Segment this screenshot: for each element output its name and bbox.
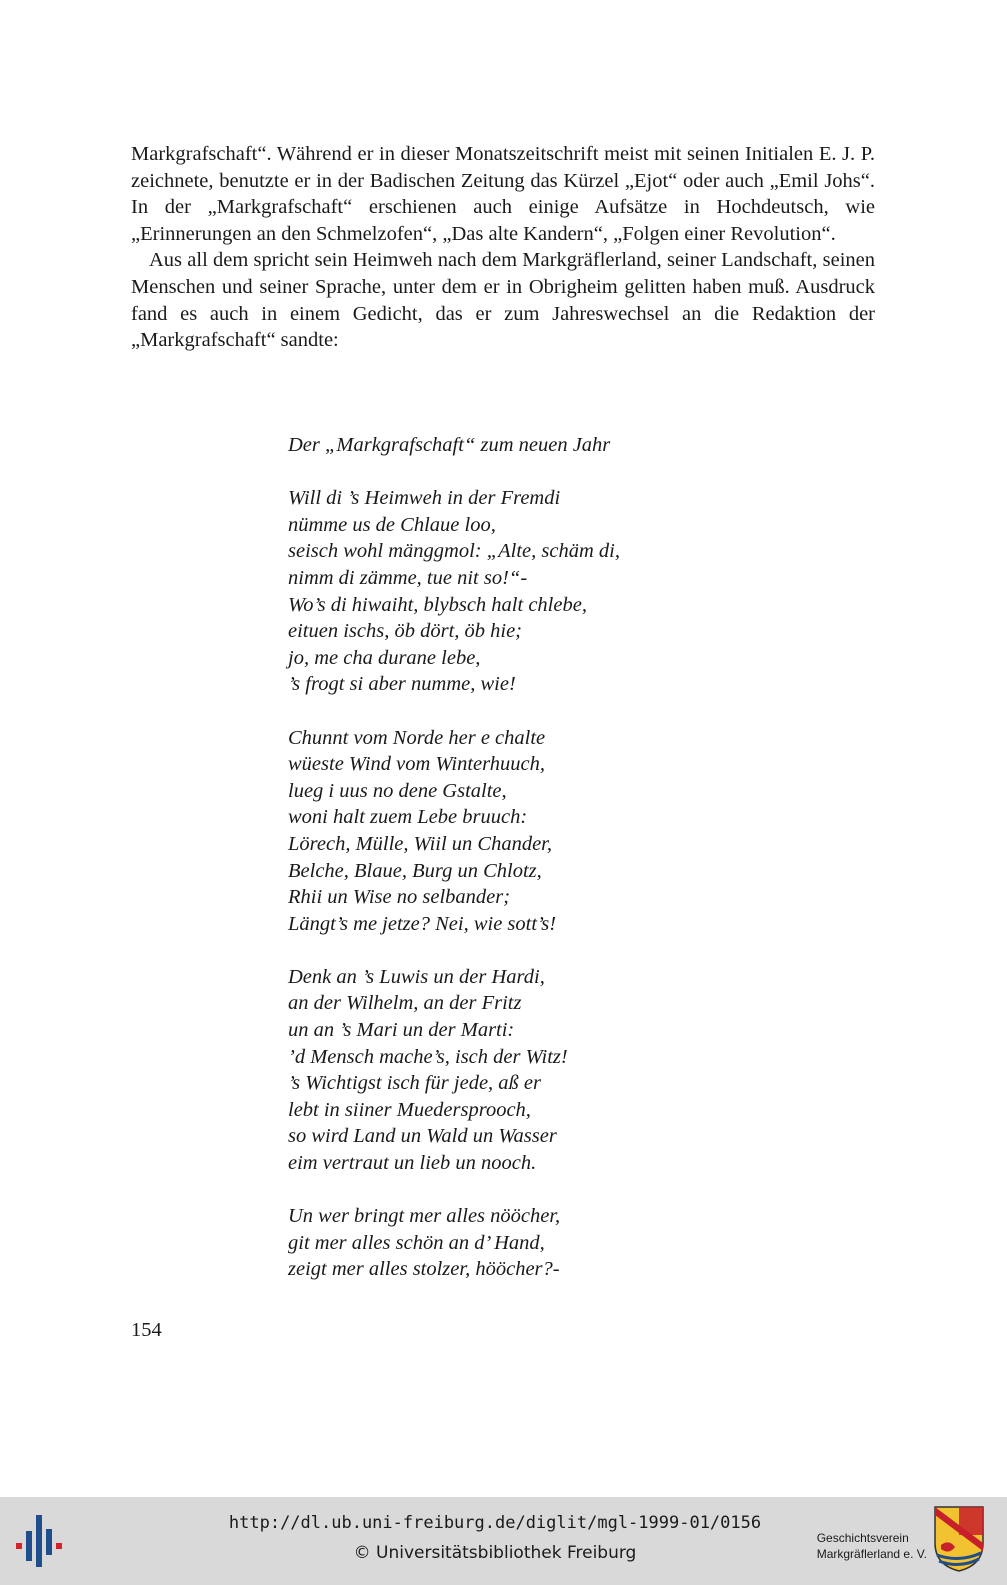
- poem-stanza-4: [288, 1203, 708, 1283]
- copyright-text: © Universitätsbibliothek Freiburg: [353, 1543, 637, 1563]
- coat-of-arms-icon: [933, 1505, 985, 1573]
- poem-line: jo, me cha durane lebe,: [288, 646, 481, 669]
- poem-line: wüeste Wind vom Winterhuuch,: [288, 753, 545, 776]
- poem-line: Belche, Blaue, Burg un Chlotz,: [288, 859, 542, 882]
- poem: [288, 432, 708, 1310]
- paragraph-1: Markgrafschaft“. Während er in dieser Monatszeitschrift meist mit seinen Initialen E. J. P. zeichnete, benutzte er in der Badischen Zeitung das Kürzel „Ejot“ oder auch „Emil Johs“. In der „Markgrafschaft“ erschienen auch einige Aufsätze in Hochdeutsch, wie „Erinnerungen an den Schmelzofen“, „Das alte Kandern“, „Folgen einer Revolution“.: [131, 143, 875, 245]
- poem-line: ’d Mensch mache’s, isch der Witz!: [288, 1045, 568, 1068]
- poem-line: Längt’s me jetze? Nei, wie sott’s!: [288, 912, 557, 935]
- society-name: [817, 1530, 927, 1562]
- poem-title: Der „Markgrafschaft“ zum neuen Jahr: [288, 434, 611, 456]
- poem-line: un an ’s Mari un der Marti:: [288, 1019, 515, 1042]
- poem-line: eim vertraut un lieb un nooch.: [288, 1152, 537, 1175]
- poem-stanza-3: [288, 964, 708, 1177]
- footer-bar: [0, 1497, 1007, 1585]
- poem-line: git mer alles schön an d’ Hand,: [288, 1231, 545, 1254]
- poem-line: so wird Land un Wald un Wasser: [288, 1125, 557, 1148]
- page-number: 154: [131, 1319, 162, 1341]
- poem-line: Lörech, Mülle, Wiil un Chander,: [288, 832, 553, 855]
- society-line-2: Markgräflerland e. V.: [816, 1547, 927, 1561]
- poem-line: Denk an ’s Luwis un der Hardi,: [288, 965, 545, 988]
- poem-line: seisch wohl mänggmol: „Alte, schäm di,: [288, 540, 620, 563]
- poem-line: Wo’s di hiwaiht, blybsch halt chlebe,: [288, 593, 587, 616]
- poem-line: nümme us de Chlaue loo,: [288, 513, 496, 536]
- permalink-url[interactable]: http://dl.ub.uni-freiburg.de/diglit/mgl-1999-01/0156: [228, 1513, 762, 1533]
- poem-line: ’s Wichtigst isch für jede, aß er: [288, 1072, 542, 1095]
- poem-line: Will di ’s Heimweh in der Fremdi: [288, 487, 561, 510]
- poem-line: Chunnt vom Norde her e chalte: [288, 726, 546, 749]
- poem-line: Un wer bringt mer alles nööcher,: [288, 1205, 561, 1228]
- poem-line: eituen ischs, öb dört, öb hie;: [288, 620, 523, 643]
- poem-line: lueg i uus no dene Gstalte,: [288, 779, 507, 802]
- poem-line: lebt in siiner Muedersprooch,: [288, 1098, 531, 1121]
- paragraph-2: Aus all dem spricht sein Heimweh nach dem Markgräflerland, seiner Landschaft, seinen Menschen und seiner Sprache, unter dem er in Obrigheim gelitten haben muß. Ausdruck fand es auch in einem Gedicht, das er zum Jahreswechsel an die Redaktion der „Markgrafschaft“ sandte:: [131, 249, 875, 352]
- poem-line: zeigt mer alles stolzer, hööcher?-: [288, 1258, 560, 1281]
- poem-line: Rhii un Wise no selbander;: [288, 886, 511, 909]
- poem-line: ’s frogt si aber numme, wie!: [288, 673, 516, 696]
- poem-stanza-1: [288, 485, 708, 698]
- poem-line: an der Wilhelm, an der Fritz: [288, 992, 522, 1015]
- poem-line: nimm di zämme, tue nit so!“-: [288, 566, 528, 589]
- poem-line: woni halt zuem Lebe bruuch:: [288, 806, 528, 829]
- society-line-1: Geschichtsverein: [816, 1531, 909, 1545]
- poem-stanza-2: [288, 725, 708, 938]
- body-text: [131, 141, 875, 354]
